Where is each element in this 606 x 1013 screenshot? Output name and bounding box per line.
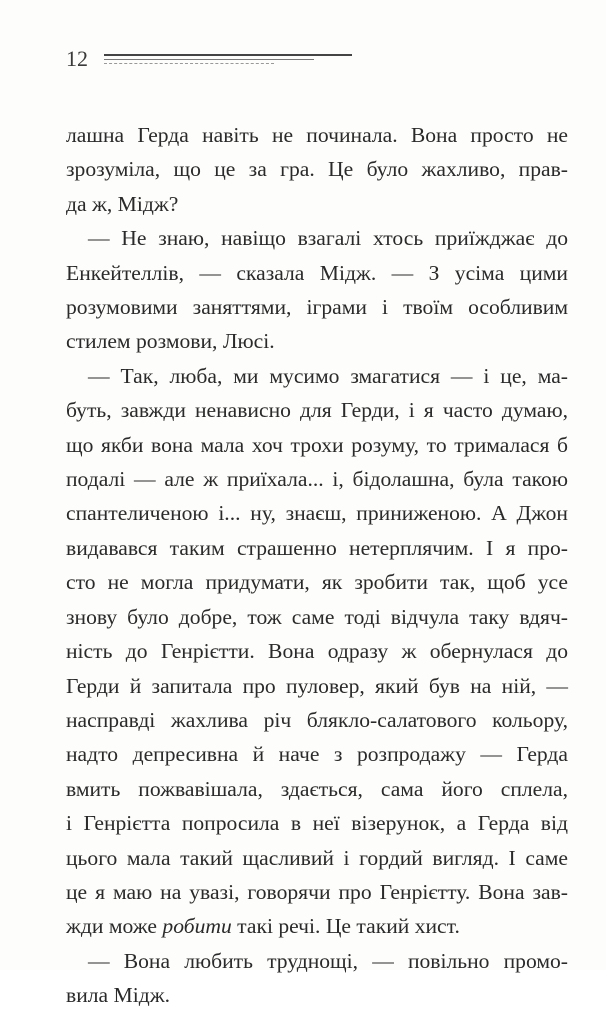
text-line: вмить пожвавішала, здається, сама його сплела, (66, 776, 568, 801)
text-line: — Так, люба, ми мусимо змагатися — і це, ма- (88, 363, 568, 388)
text-line: стилем розмови, Люсі. (66, 329, 275, 354)
paragraph-3 (66, 359, 568, 944)
italic-word: робити (162, 914, 232, 939)
running-header (66, 44, 356, 74)
paragraph-1 (66, 118, 568, 221)
text-line: сто не могла придумати, як зробити так, щоб усе (66, 570, 568, 595)
text-line: розумовими заняттями, іграми і твоїм особливим (66, 295, 568, 320)
paragraph-4 (66, 944, 568, 1013)
text-line: лашна Герда навіть не починала. Вона просто не (66, 123, 568, 147)
text-line: да ж, Мідж? (66, 191, 179, 216)
paragraph-2 (66, 221, 568, 359)
text-line: Герди й запитала про пуловер, який був на ній, — (66, 673, 568, 698)
text-line: це я маю на увазі, говорячи про Генрієтту. Вона зав- (66, 879, 568, 904)
text-line: що якби вона мала хоч трохи розуму, то трималася б (66, 432, 568, 457)
text-line: і Генрієтта попросила в неї візерунок, а Герда від (66, 811, 568, 836)
header-rule (104, 54, 352, 56)
text-fragment: жди може (66, 914, 163, 939)
text-line: ність до Генрієтти. Вона одразу ж обернулася до (66, 639, 568, 664)
text-line: видавався таким страшенно нетерплячим. І я про- (66, 535, 568, 560)
text-line-with-italic (66, 909, 568, 943)
text-fragment: такі речі. Це такий хист. (231, 914, 460, 939)
text-line: цього мала такий щасливий і гордий вигляд. І саме (66, 845, 568, 870)
text-line: буть, завжди ненависно для Герди, і я часто думаю, (66, 398, 568, 423)
page-number: 12 (66, 46, 88, 71)
body-text (66, 118, 568, 1013)
text-line: спантеличеною і... ну, знаєш, приниженою. А Джон (66, 501, 568, 526)
text-line: зрозуміла, що це за гра. Це було жахливо, прав- (66, 157, 568, 182)
text-line: надто депресивна й наче з розпродажу — Герда (66, 742, 568, 767)
text-line: — Вона любить труднощі, — повільно промо- (88, 948, 568, 973)
text-line: вила Мідж. (66, 983, 171, 1008)
header-rule-dashed (104, 63, 274, 64)
text-line: Енкейтеллів, — сказала Мідж. — З усіма цими (66, 260, 568, 285)
text-line: подалі — але ж приїхала... і, бідолашна, була такою (66, 467, 568, 492)
text-line: знову було добре, тож саме тоді відчула таку вдяч- (66, 604, 568, 629)
text-line: насправді жахлива річ блякло-салатового кольору, (66, 707, 568, 732)
header-rule-thin (104, 59, 314, 60)
text-line: — Не знаю, навіщо взагалі хтось приїжджає до (88, 226, 568, 251)
